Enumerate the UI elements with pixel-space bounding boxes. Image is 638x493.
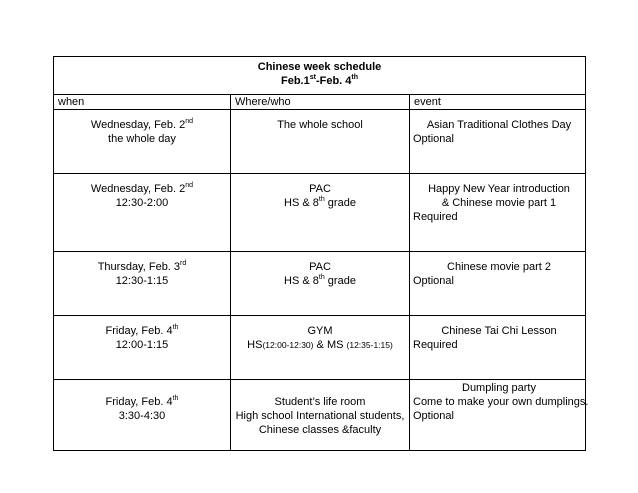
- table-row: [54, 380, 586, 451]
- when-cell: Friday, Feb. 4th 12:00-1:15: [54, 316, 231, 380]
- event-cell: Asian Traditional Clothes Day Optional: [410, 110, 586, 174]
- event-cell: Chinese movie part 2 Optional: [410, 252, 586, 316]
- header-event: event: [410, 95, 586, 110]
- table-row: [54, 110, 586, 174]
- table-title: [54, 57, 586, 95]
- where-cell: Student’s life room High school International students, Chinese classes &faculty: [231, 380, 410, 451]
- title-line-2: Feb.1st-Feb. 4th: [280, 74, 359, 87]
- event-cell: Happy New Year introduction & Chinese movie part 1 Required: [410, 174, 586, 252]
- header-when: when: [54, 95, 231, 110]
- when-cell: Wednesday, Feb. 2nd the whole day: [54, 110, 231, 174]
- table-row: [54, 174, 586, 252]
- when-cell: Friday, Feb. 4th 3:30-4:30: [54, 380, 231, 451]
- where-cell: PAC HS & 8th grade: [231, 174, 410, 252]
- when-cell: Thursday, Feb. 3rd 12:30-1:15: [54, 252, 231, 316]
- title-line-1: Chinese week schedule: [257, 61, 382, 73]
- when-cell: Wednesday, Feb. 2nd 12:30-2:00: [54, 174, 231, 252]
- table-row: [54, 316, 586, 380]
- where-cell: PAC HS & 8th grade: [231, 252, 410, 316]
- event-cell: Dumpling party Come to make your own dumplings. Optional: [410, 380, 586, 451]
- where-cell: The whole school: [231, 110, 410, 174]
- header-where: Where/who: [231, 95, 410, 110]
- header-row: [54, 95, 586, 110]
- where-cell: GYM HS(12:00-12:30) & MS (12:35-1:15): [231, 316, 410, 380]
- table-row: [54, 252, 586, 316]
- schedule-table: [53, 56, 589, 451]
- event-cell: Chinese Tai Chi Lesson Required: [410, 316, 586, 380]
